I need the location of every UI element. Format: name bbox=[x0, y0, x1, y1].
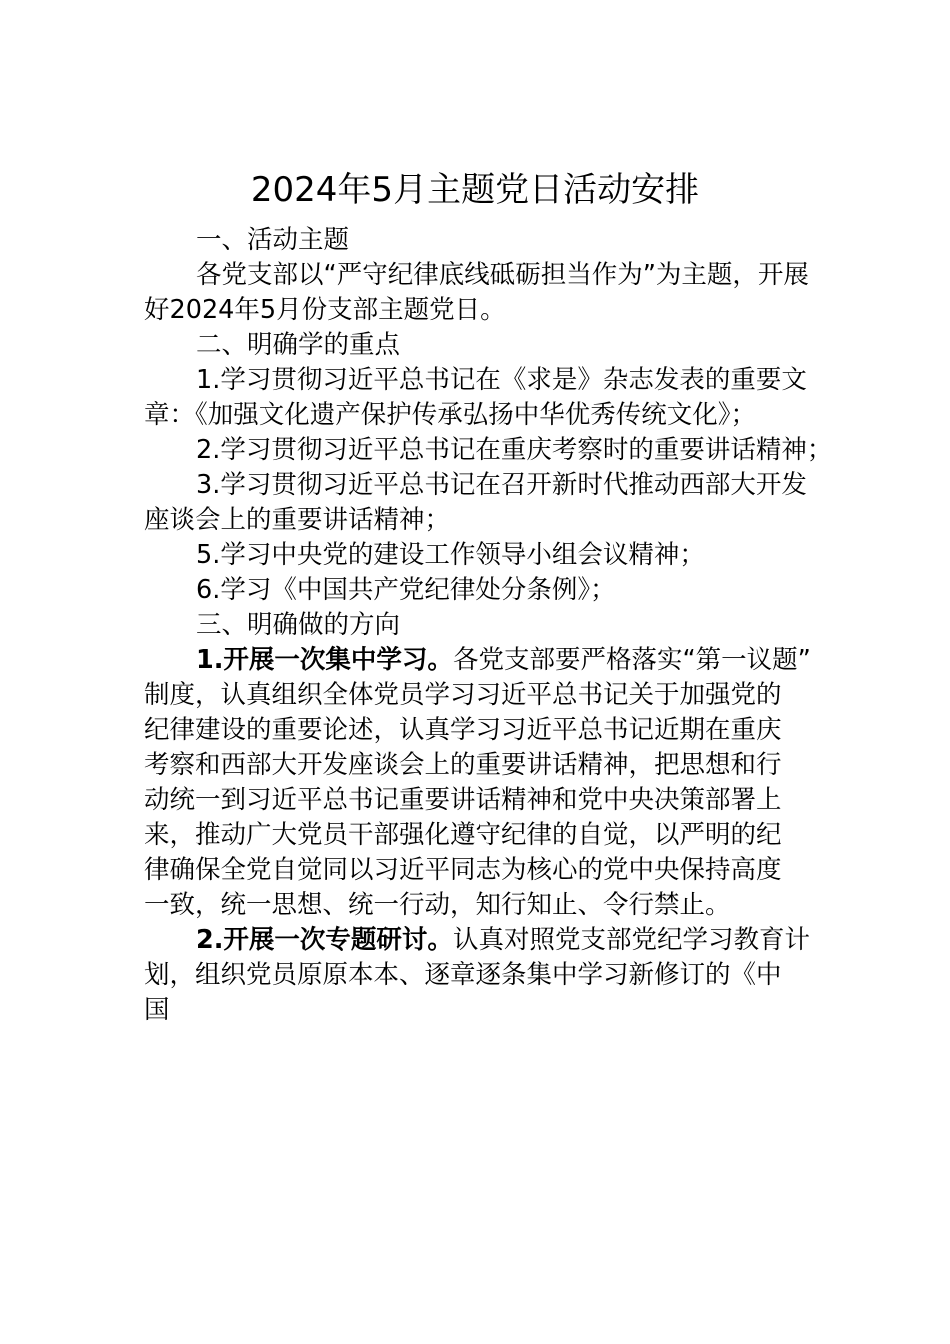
line-text: 2.学习贯彻习近平总书记在重庆考察时的重要讲话精神； bbox=[196, 435, 833, 465]
list-item-line bbox=[144, 468, 808, 503]
paragraph-line bbox=[144, 713, 808, 748]
line-text: 1.学习贯彻习近平总书记在《求是》杂志发表的重要文 bbox=[196, 365, 807, 395]
line-text: 5.学习中央党的建设工作领导小组会议精神； bbox=[196, 540, 705, 570]
paragraph-line bbox=[144, 923, 808, 958]
section-heading-study-focus bbox=[144, 328, 808, 363]
line-text: 三、明确做的方向 bbox=[196, 610, 401, 640]
line-text: 3.学习贯彻习近平总书记在召开新时代推动西部大开发 bbox=[196, 470, 807, 500]
line-text: 纪律建设的重要论述，认真学习习近平总书记近期在重庆 bbox=[144, 715, 782, 745]
line-text: 座谈会上的重要讲话精神； bbox=[144, 505, 451, 535]
line-text: 6.学习《中国共产党纪律处分条例》； bbox=[196, 575, 616, 605]
line-text: 划，组织党员原原本本、逐章逐条集中学习新修订的《中 bbox=[144, 960, 782, 990]
bold-lead: 2.开展一次专题研讨。 bbox=[196, 925, 453, 955]
paragraph-line bbox=[144, 748, 808, 783]
list-item-line bbox=[144, 573, 808, 608]
line-text: 来，推动广大党员干部强化遵守纪律的自觉，以严明的纪 bbox=[144, 820, 782, 850]
list-item-line bbox=[144, 363, 808, 398]
list-item-line bbox=[144, 538, 808, 573]
paragraph-line bbox=[144, 293, 808, 328]
paragraph-line bbox=[144, 678, 808, 713]
list-item-line bbox=[144, 503, 808, 538]
line-text: 一致，统一思想、统一行动，知行知止、令行禁止。 bbox=[144, 890, 731, 920]
section-heading-theme bbox=[144, 223, 808, 258]
line-text: 国 bbox=[144, 995, 170, 1025]
paragraph-line bbox=[144, 993, 808, 1028]
line-text: 各党支部以“严守纪律底线砥砺担当作为”为主题，开展 bbox=[196, 260, 809, 290]
section-heading-action-direction bbox=[144, 608, 808, 643]
line-text: 认真对照党支部党纪学习教育计 bbox=[452, 925, 810, 955]
paragraph-line bbox=[144, 258, 808, 293]
paragraph-line bbox=[144, 643, 811, 678]
line-text: 律确保全党自觉同以习近平同志为核心的党中央保持高度 bbox=[144, 855, 782, 885]
bold-lead: 1.开展一次集中学习。 bbox=[196, 645, 453, 675]
line-text: 好2024年5月份支部主题党日。 bbox=[144, 295, 506, 325]
list-item-line bbox=[144, 433, 833, 468]
document-title: 2024年5月主题党日活动安排 bbox=[250, 170, 700, 210]
paragraph-line bbox=[144, 783, 808, 818]
line-text: 一、活动主题 bbox=[196, 225, 350, 255]
paragraph-line bbox=[144, 853, 808, 888]
document-body bbox=[144, 223, 833, 1028]
paragraph-line bbox=[144, 818, 808, 853]
line-text: 制度，认真组织全体党员学习习近平总书记关于加强党的 bbox=[144, 680, 782, 710]
list-item-line bbox=[144, 398, 808, 433]
line-text: 章：《加强文化遗产保护传承弘扬中华优秀传统文化》； bbox=[144, 400, 757, 430]
paragraph-line bbox=[144, 888, 808, 923]
line-text: 二、明确学的重点 bbox=[196, 330, 401, 360]
line-text: 各党支部要严格落实“第一议题” bbox=[452, 645, 811, 675]
line-text: 考察和西部大开发座谈会上的重要讲话精神，把思想和行 bbox=[144, 750, 782, 780]
paragraph-line bbox=[144, 958, 808, 993]
line-text: 动统一到习近平总书记重要讲话精神和党中央决策部署上 bbox=[144, 785, 782, 815]
